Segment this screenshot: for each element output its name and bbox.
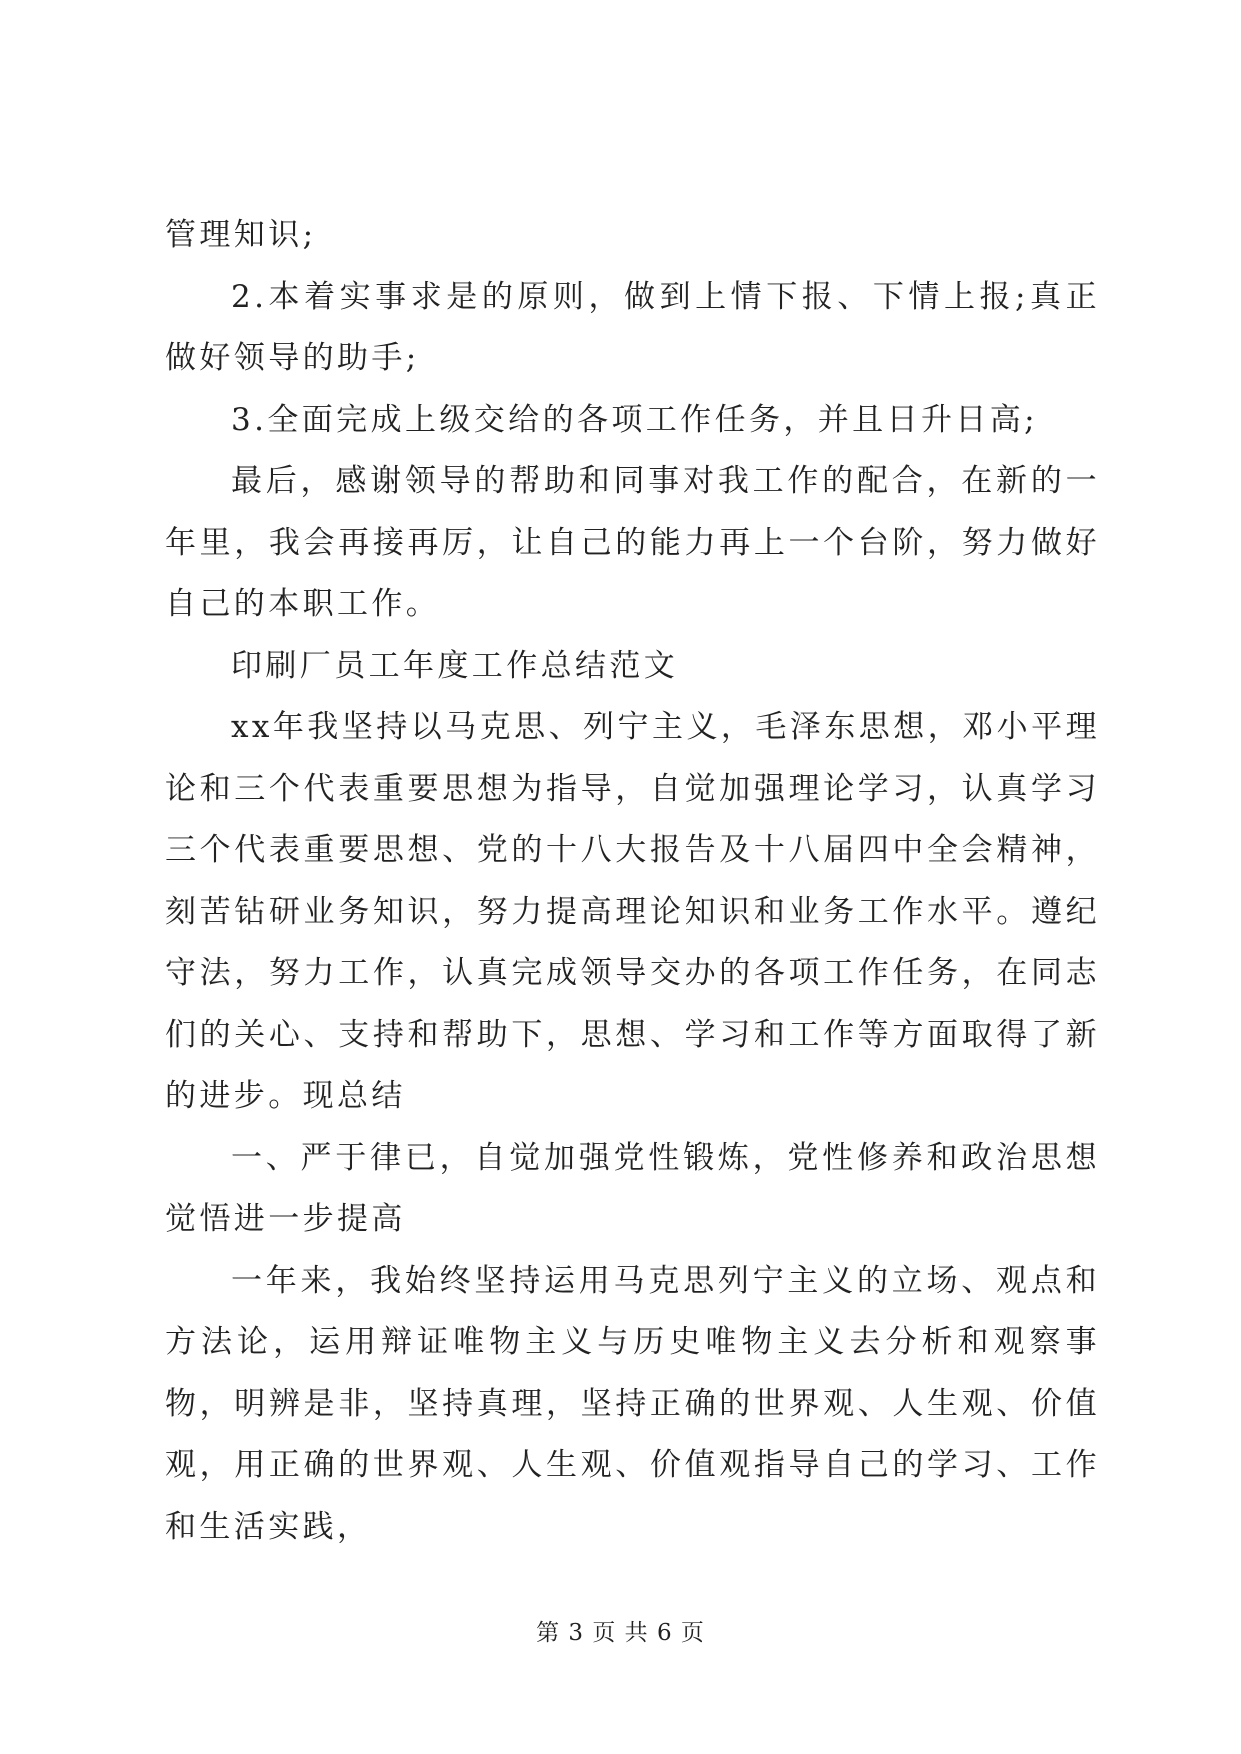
paragraph-4: 最后，感谢领导的帮助和同事对我工作的配合，在新的一年里，我会再接再厉，让自己的能力再上一个台阶，努力做好自己的本职工作。	[165, 463, 1100, 622]
paragraph-6: xx年我坚持以马克思、列宁主义，毛泽东思想，邓小平理论和三个代表重要思想为指导，自觉加强理论学习，认真学习三个代表重要思想、党的十八大报告及十八届四中全会精神，刻苦钻研业务知识，努力提高理论知识和业务工作水平。遵纪守法，努力工作，认真完成领导交办的各项工作任务，在同志们的关心、支持和帮助下，思想、学习和工作等方面取得了新的进步。现总结	[165, 709, 1100, 1114]
page-footer: 第 3 页 共 6 页	[536, 1620, 705, 1646]
paragraph-2: 2.本着实事求是的原则，做到上情下报、下情上报;真正做好领导的助手;	[165, 278, 1100, 376]
section-title: 印刷厂员工年度工作总结范文	[231, 647, 679, 684]
paragraph-8: 一年来，我始终坚持运用马克思列宁主义的立场、观点和方法论，运用辩证唯物主义与历史唯物主义去分析和观察事物，明辨是非，坚持真理，坚持正确的世界观、人生观、价值观，用正确的世界观、人生观、价值观指导自己的学习、工作和生活实践，	[165, 1262, 1100, 1545]
paragraph-3: 3.全面完成上级交给的各项工作任务，并且日升日高;	[231, 401, 1039, 438]
document-body	[165, 205, 1100, 1558]
heading-one: 一、严于律已，自觉加强党性锻炼，党性修养和政治思想觉悟进一步提高	[165, 1139, 1100, 1237]
paragraph-1: 管理知识;	[165, 217, 317, 253]
